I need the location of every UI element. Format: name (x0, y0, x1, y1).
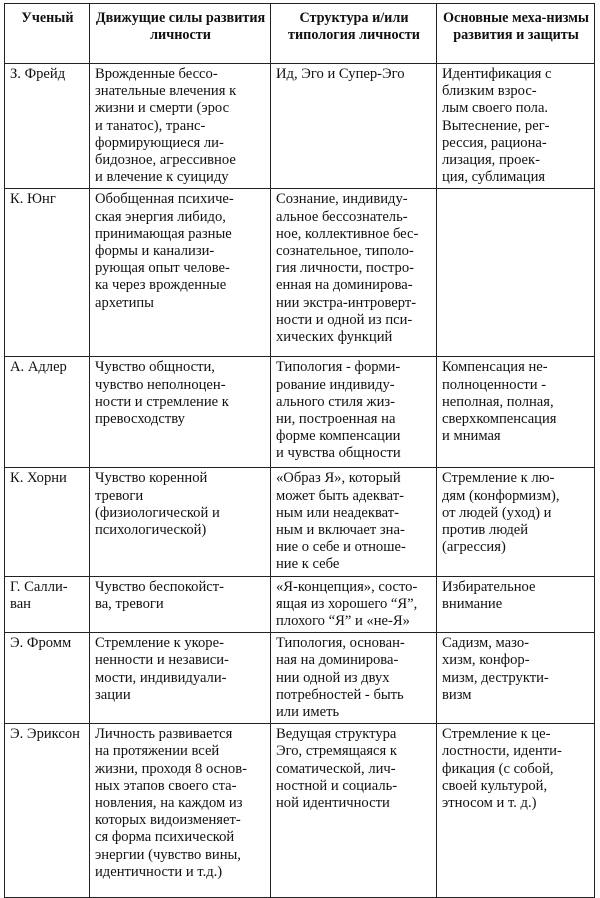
header-structure: Структура и/или типология личности (271, 4, 437, 64)
cell-mechanisms (437, 189, 595, 357)
table-row (5, 64, 595, 189)
cell-structure: Сознание, индивиду- альное бессознатель- ное, коллективное бес- сознательное, типоло- гия личности, постро- енная на доминирова- нии экстра-интроверт- ности и одной из пси- хических функций (271, 189, 437, 357)
table-row (5, 576, 595, 633)
cell-structure: «Я-концепция», состо- ящая из хорошего “Я”, плохого “Я” и «не-Я» (271, 576, 437, 633)
cell-driving-forces: Чувство беспокойст- ва, тревоги (90, 576, 271, 633)
cell-driving-forces: Обобщенная психиче- ская энергия либидо, принимающая разные формы и канализи- рующая опыт челове- ка через врожденные архетипы (90, 189, 271, 357)
cell-mechanisms: Садизм, мазо- хизм, конфор- мизм, деструкти- визм (437, 633, 595, 724)
cell-mechanisms: Стремление к лю- дям (конформизм), от людей (уход) и против людей (агрессия) (437, 468, 595, 576)
cell-scientist: А. Адлер (5, 357, 90, 468)
table-row (5, 633, 595, 724)
table-row (5, 468, 595, 576)
header-scientist: Ученый (5, 4, 90, 64)
cell-structure: Типология - форми- рование индивиду- ального стиля жиз- ни, построенная на форме компенсации и чувства общности (271, 357, 437, 468)
cell-scientist: Г. Салли-ван (5, 576, 90, 633)
cell-driving-forces: Стремление к укоре- ненности и независи- мости, индивидуали- зации (90, 633, 271, 724)
cell-mechanisms: Компенсация не- полноценности - неполная, полная, сверхкомпенсация и мнимая (437, 357, 595, 468)
table-row (5, 724, 595, 898)
header-driving-forces: Движущие силы развития личности (90, 4, 271, 64)
cell-structure: Типология, основан- ная на доминирова- нии одной из двух потребностей - быть или иметь (271, 633, 437, 724)
cell-scientist: Э. Фромм (5, 633, 90, 724)
cell-scientist: З. Фрейд (5, 64, 90, 189)
table-row (5, 189, 595, 357)
cell-scientist: К. Юнг (5, 189, 90, 357)
table-row (5, 357, 595, 468)
cell-driving-forces: Врожденные бессо- знательные влечения к жизни и смерти (эрос и танатос), транс- формирующиеся ли- бидозное, агрессивное и влечение к суициду (90, 64, 271, 189)
theories-table (4, 3, 595, 898)
cell-scientist: К. Хорни (5, 468, 90, 576)
cell-driving-forces: Личность развивается на протяжении всей жизни, проходя 8 основ- ных этапов своего ста- новления, на каждом из которых видоизменяет- ся форма психической энергии (чувство вины, идентичности и т.д.) (90, 724, 271, 898)
cell-driving-forces: Чувство коренной тревоги (физиологической и психологической) (90, 468, 271, 576)
cell-scientist: Э. Эриксон (5, 724, 90, 898)
header-mechanisms: Основные меха-низмы развития и защиты (437, 4, 595, 64)
cell-mechanisms: Идентификация с близким взрос- лым своего пола. Вытеснение, рег- рессия, рациона- лизация, проек- ция, сублимация (437, 64, 595, 189)
cell-mechanisms: Избирательное внимание (437, 576, 595, 633)
cell-structure: Ведущая структура Эго, стремящаяся к соматической, лич- ностной и социаль- ной идентичности (271, 724, 437, 898)
cell-structure: «Образ Я», который может быть адекват- ным или неадекват- ным и включает зна- ние о себе и отноше- ние к себе (271, 468, 437, 576)
header-row (5, 4, 595, 64)
cell-structure: Ид, Эго и Супер-Эго (271, 64, 437, 189)
cell-mechanisms: Стремление к це- лостности, иденти- фикация (с собой, своей культурой, этносом и т. д.) (437, 724, 595, 898)
cell-driving-forces: Чувство общности, чувство неполноцен- ности и стремление к превосходству (90, 357, 271, 468)
